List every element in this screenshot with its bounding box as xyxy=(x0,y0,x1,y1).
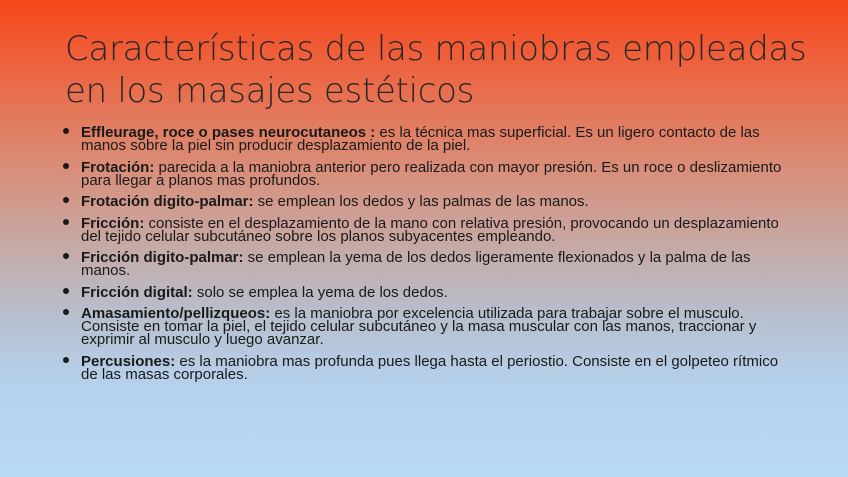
bullet-icon xyxy=(63,128,69,134)
bullet-item xyxy=(62,307,797,346)
bullet-term: Fricción digital: xyxy=(81,283,193,301)
bullet-icon xyxy=(63,219,69,225)
bullet-term: Effleurage, roce o pases neurocutaneos : xyxy=(81,124,376,141)
bullet-item xyxy=(62,195,797,208)
bullet-text: es la maniobra por excelencia utilizada para trabajar sobre el musculo. Consiste en tomar la piel, el tejido celular subcutáneo y la masa muscular con las manos, traccionar y exprimir al musculo y luego avanzar. xyxy=(81,305,757,348)
bullet-term: Percusiones: xyxy=(81,352,176,370)
bullet-text: se emplean la yema de los dedos ligeramente flexionados y la palma de las manos. xyxy=(81,249,751,279)
bullet-term: Frotación digito-palmar: xyxy=(81,193,254,210)
bullet-term: Fricción digito-palmar: xyxy=(81,249,244,266)
bullet-icon xyxy=(63,309,69,315)
bullet-icon xyxy=(63,288,69,294)
bullet-text: consiste en el desplazamiento de la mano con relativa presión, provocando un desplazamiento del tejido celular subcutáneo sobre los planos subyacentes empleando. xyxy=(81,214,779,245)
slide-title-line: Características de las maniobras empleadas xyxy=(65,29,807,69)
bullet-list xyxy=(62,126,797,389)
bullet-term: Amasamiento/pellizqueos: xyxy=(81,305,271,322)
bullet-icon xyxy=(63,253,69,259)
bullet-text: parecida a la maniobra anterior pero realizada con mayor presión. Es un roce o deslizamiento para llegar a planos mas profundos. xyxy=(81,158,782,189)
bullet-item xyxy=(62,251,797,277)
bullet-text: es la maniobra mas profunda pues llega hasta el periostio. Consiste en el golpeteo rítmico de las masas corporales. xyxy=(81,352,779,383)
bullet-item xyxy=(62,352,797,383)
bullet-icon xyxy=(63,357,69,363)
bullet-item xyxy=(62,214,797,245)
bullet-term: Frotación: xyxy=(81,158,155,176)
bullet-term: Fricción: xyxy=(81,214,145,232)
bullet-icon xyxy=(63,197,69,203)
bullet-item xyxy=(62,126,797,152)
bullet-icon xyxy=(63,163,69,169)
bullet-text: solo se emplea la yema de los dedos. xyxy=(192,283,448,301)
slide-title-line: en los masajes estéticos xyxy=(65,71,475,111)
bullet-item xyxy=(62,158,797,189)
bullet-text: se emplean los dedos y las palmas de las manos. xyxy=(253,193,589,210)
bullet-text: es la técnica mas superficial. Es un ligero contacto de las manos sobre la piel sin producir desplazamiento de la piel. xyxy=(81,124,760,154)
slide-title xyxy=(65,28,825,112)
bullet-item xyxy=(62,283,797,301)
